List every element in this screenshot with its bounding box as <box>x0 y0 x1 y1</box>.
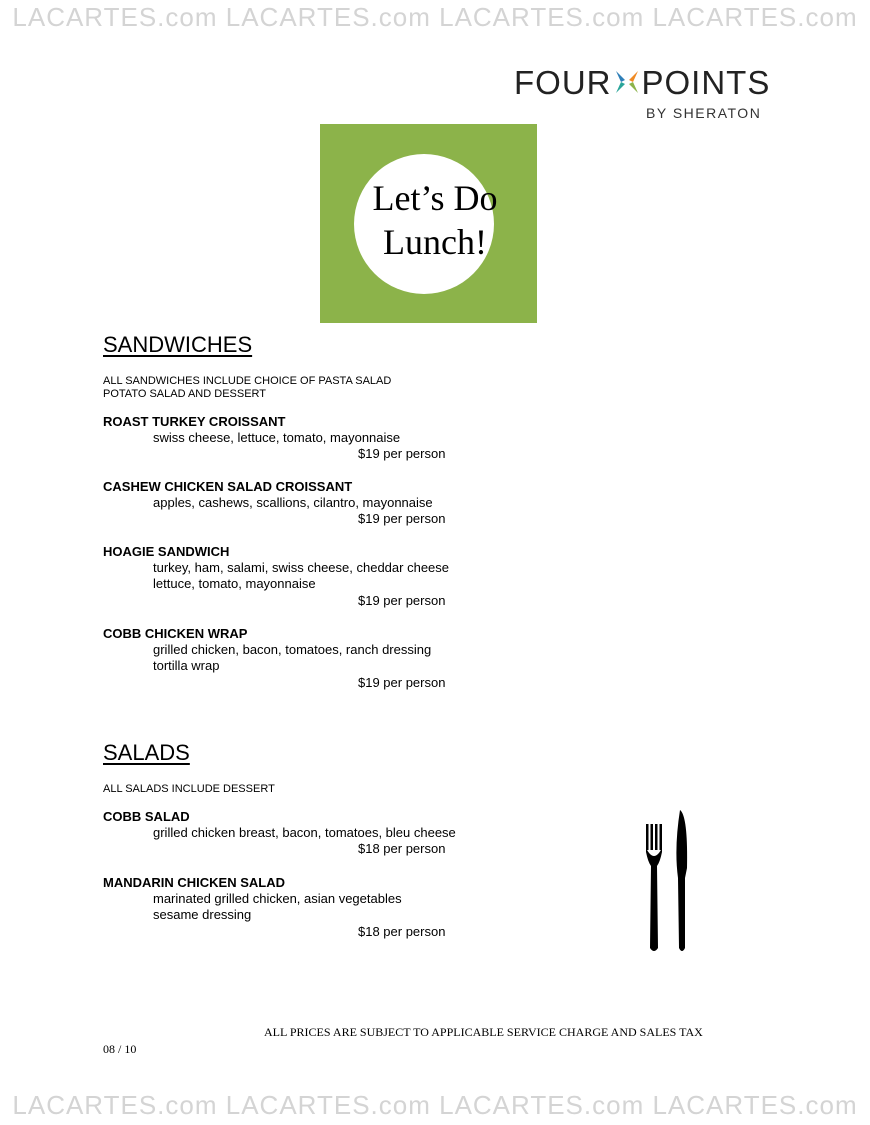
item-description: grilled chicken breast, bacon, tomatoes, bleu cheese <box>153 825 456 840</box>
sandwiches-note-line-2: POTATO SALAD AND DESSERT <box>103 388 267 400</box>
sandwiches-note <box>103 375 391 401</box>
banner-text <box>340 176 530 264</box>
four-points-cross-icon <box>614 67 640 97</box>
item-description: sesame dressing <box>153 907 252 922</box>
fork-knife-icon <box>644 808 690 954</box>
item-description: marinated grilled chicken, asian vegetables <box>153 891 402 906</box>
pricing-disclaimer: ALL PRICES ARE SUBJECT TO APPLICABLE SERVICE CHARGE AND SALES TAX <box>264 1025 703 1039</box>
banner-line-1: Let’s Do <box>372 178 498 218</box>
item-name: COBB SALAD <box>103 809 190 824</box>
item-name: MANDARIN CHICKEN SALAD <box>103 875 285 890</box>
page-number: 08 / 10 <box>103 1042 137 1056</box>
item-name: CASHEW CHICKEN SALAD CROISSANT <box>103 479 353 494</box>
menu-item-cashew-chicken <box>103 479 523 527</box>
watermark-top: LACARTES.com LACARTES.com LACARTES.com LACARTES.com <box>12 2 858 32</box>
menu-item-hoagie <box>103 544 523 609</box>
four-points-logo <box>514 64 770 124</box>
logo-word-points: POINTS <box>641 64 771 101</box>
item-description: swiss cheese, lettuce, tomato, mayonnaise <box>153 430 401 445</box>
logo-word-four: FOUR <box>514 64 612 101</box>
item-price: $19 per person <box>358 446 446 461</box>
item-name: HOAGIE SANDWICH <box>103 544 230 559</box>
menu-item-roast-turkey <box>103 414 523 462</box>
logo-subtitle: BY SHERATON <box>646 105 762 121</box>
item-price: $19 per person <box>358 511 446 526</box>
sandwiches-heading: SANDWICHES <box>103 332 253 357</box>
item-description: apples, cashews, scallions, cilantro, mayonnaise <box>153 495 433 510</box>
lunch-banner <box>320 124 537 323</box>
salads-note-line-1: ALL SALADS INCLUDE DESSERT <box>103 783 275 795</box>
salads-heading: SALADS <box>103 740 190 765</box>
item-price: $19 per person <box>358 675 446 690</box>
item-name: ROAST TURKEY CROISSANT <box>103 414 286 429</box>
sandwiches-note-line-1: ALL SANDWICHES INCLUDE CHOICE OF PASTA SALAD <box>103 375 392 387</box>
item-price: $18 per person <box>358 841 446 856</box>
banner-line-2: Lunch! <box>383 222 487 262</box>
item-name: COBB CHICKEN WRAP <box>103 626 248 641</box>
salads-note <box>103 783 275 796</box>
item-price: $18 per person <box>358 924 446 939</box>
watermark-bottom: LACARTES.com LACARTES.com LACARTES.com LACARTES.com <box>12 1090 858 1120</box>
menu-item-cobb-salad <box>103 809 523 857</box>
item-description: lettuce, tomato, mayonnaise <box>153 576 316 591</box>
menu-item-mandarin-chicken-salad <box>103 875 523 940</box>
item-price: $19 per person <box>358 593 446 608</box>
item-description: grilled chicken, bacon, tomatoes, ranch dressing <box>153 642 432 657</box>
item-description: tortilla wrap <box>153 658 220 673</box>
menu-item-cobb-chicken-wrap <box>103 626 523 691</box>
item-description: turkey, ham, salami, swiss cheese, cheddar cheese <box>153 560 450 575</box>
